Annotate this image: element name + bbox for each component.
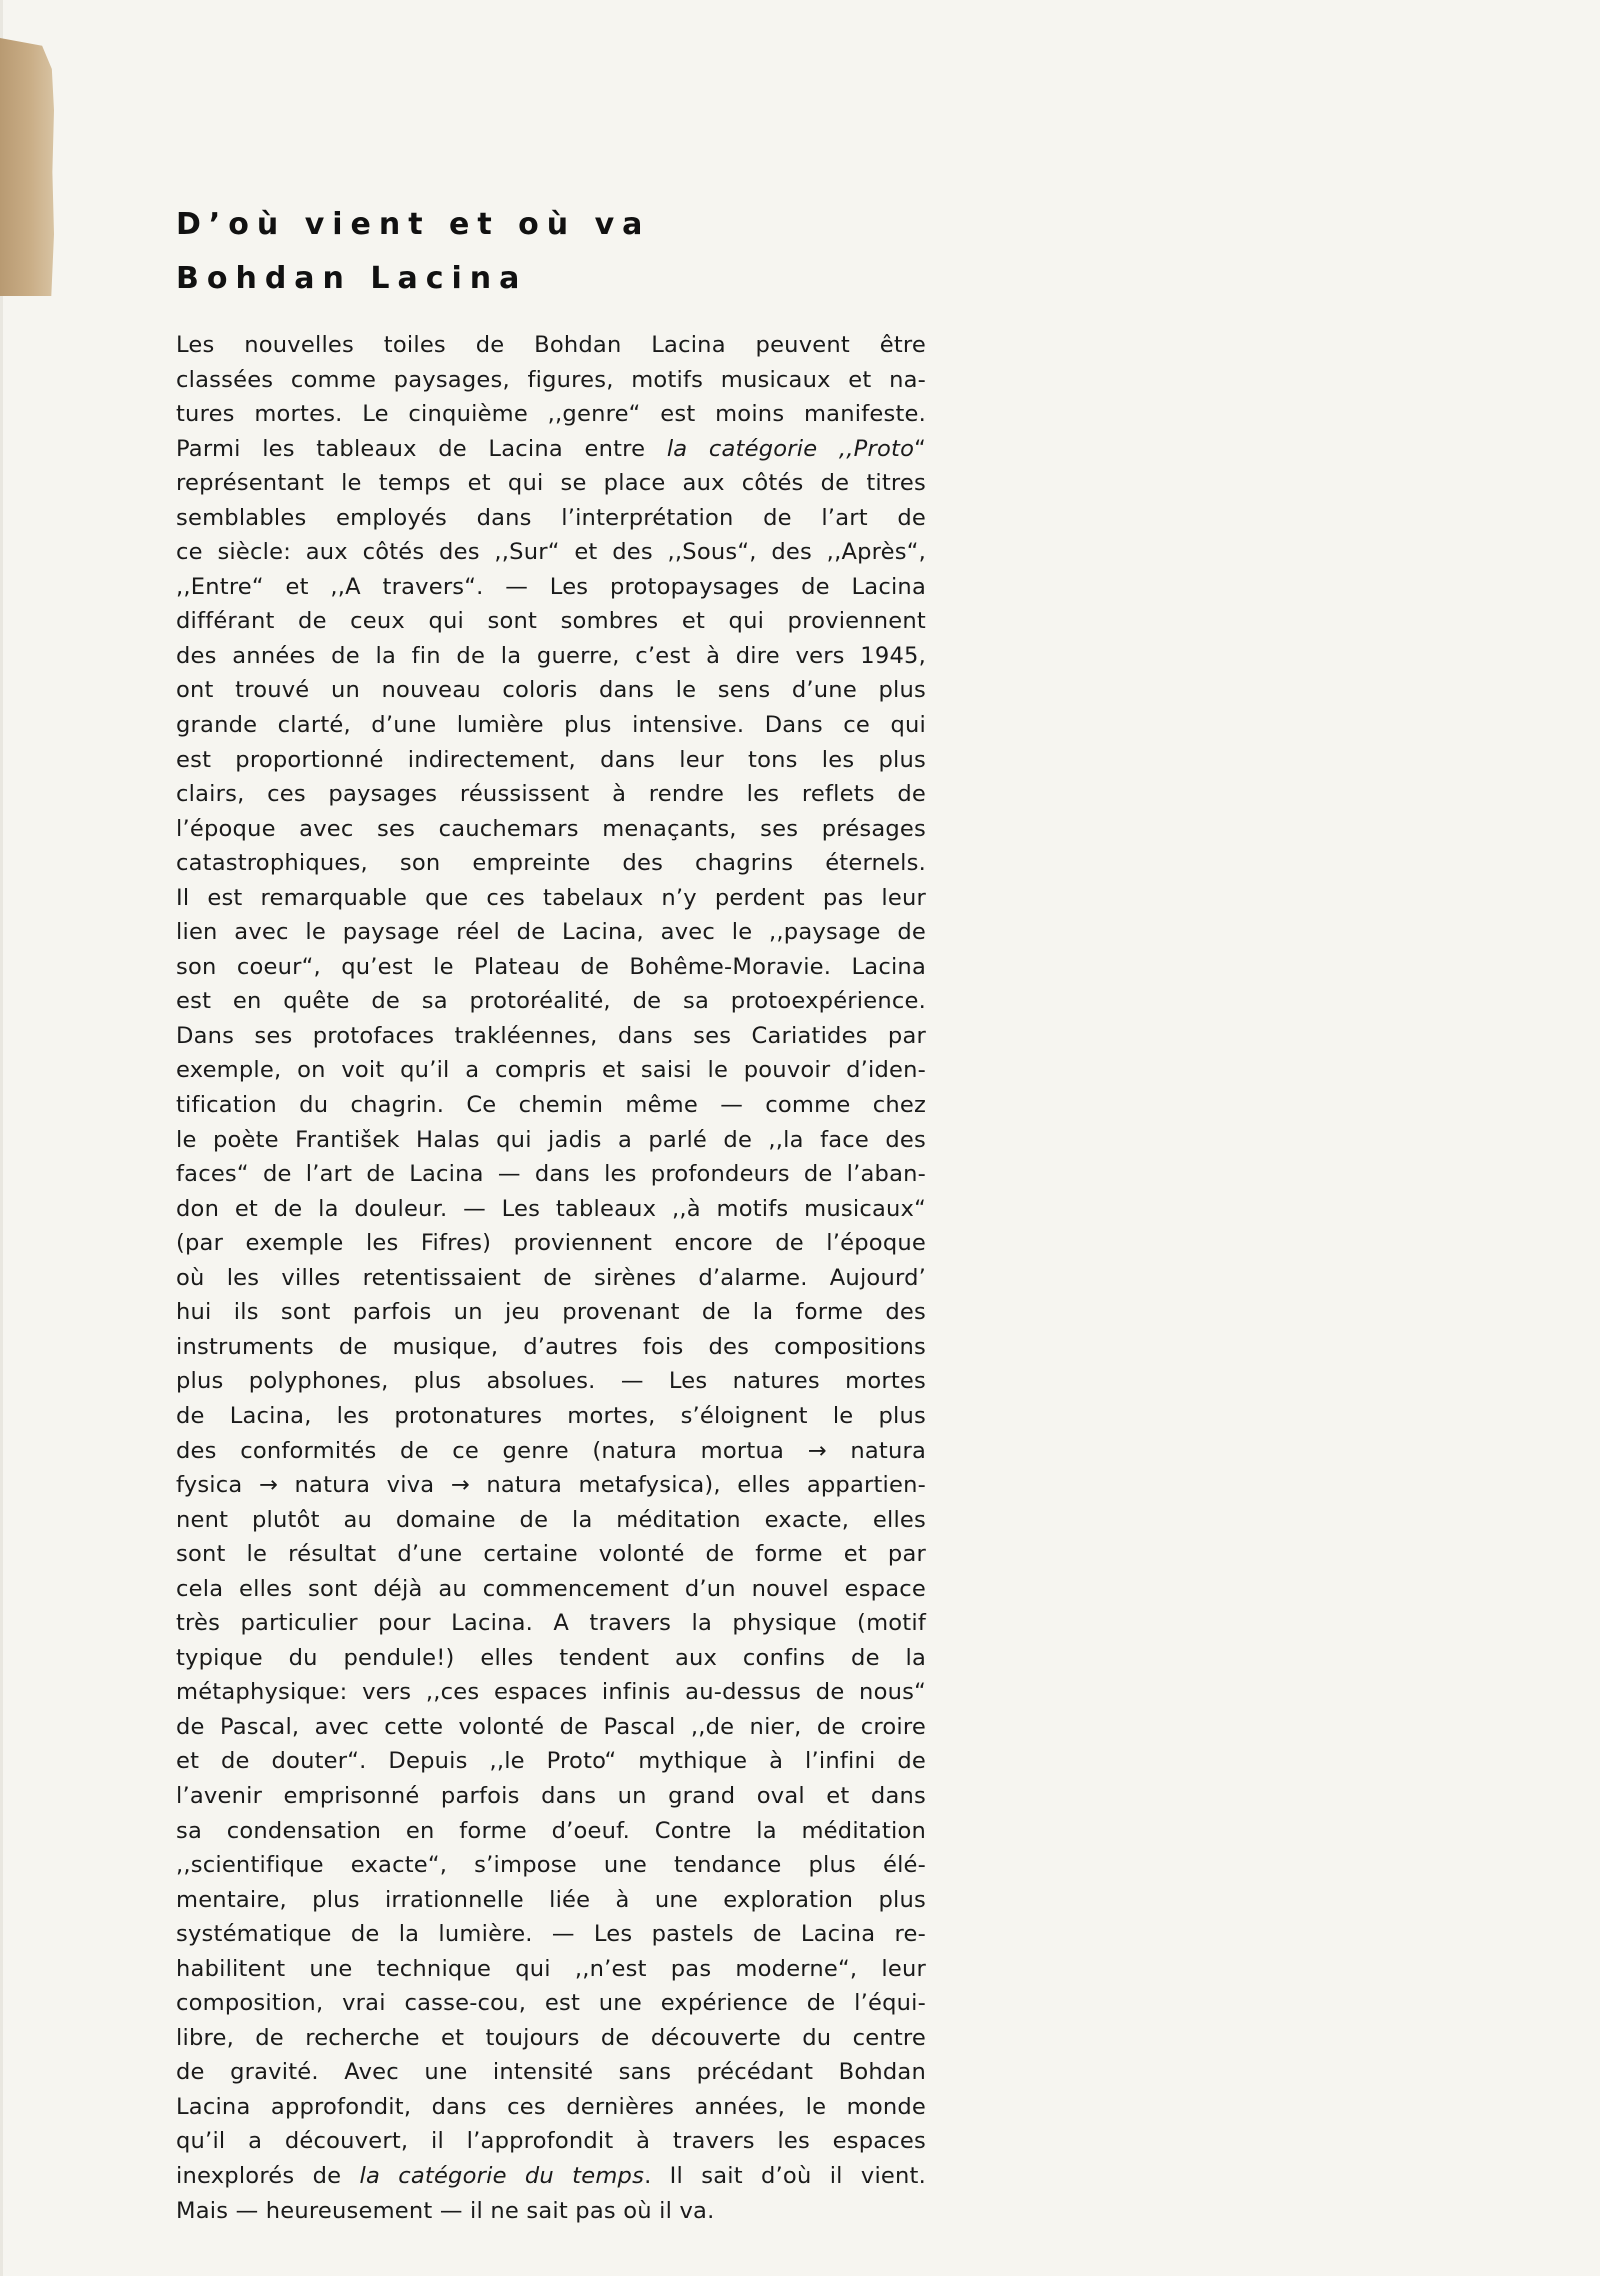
paragraph-line: libre, de recherche et toujours de découverte du centre — [176, 2024, 926, 2051]
paragraph-line: tification du chagrin. Ce chemin même — comme chez — [176, 1092, 926, 1119]
paragraph-line: clairs, ces paysages réussissent à rendre les reflets de — [176, 781, 926, 808]
paragraph-line: qu’il a découvert, il l’approfondit à travers les espaces — [176, 2128, 926, 2155]
paragraph-line: son coeur“, qu’est le Plateau de Bohême-Moravie. Lacina — [176, 953, 926, 980]
paragraph-line: habilitent une technique qui ,,n’est pas moderne“, leur — [176, 1955, 926, 1982]
paragraph-line: catastrophiques, son empreinte des chagrins éternels. — [176, 850, 926, 877]
paragraph-line: le poète František Halas qui jadis a parlé de ,,la face des — [176, 1126, 926, 1153]
paragraph-line: sa condensation en forme d’oeuf. Contre la méditation — [176, 1817, 926, 1844]
paragraph-line: l’avenir emprisonné parfois dans un grand oval et dans — [176, 1782, 926, 1809]
paragraph-line: nent plutôt au domaine de la méditation exacte, elles — [176, 1506, 926, 1533]
text-segment: . Il sait d’où il vient. — [644, 2162, 926, 2189]
paragraph-line: grande clarté, d’une lumière plus intensive. Dans ce qui — [176, 712, 926, 739]
paragraph-line: cela elles sont déjà au commencement d’un nouvel espace — [176, 1575, 926, 1602]
paragraph-line: différant de ceux qui sont sombres et qui proviennent — [176, 608, 926, 635]
paragraph-line: Les nouvelles toiles de Bohdan Lacina peuvent être — [176, 332, 926, 358]
article-title-line-1: D’où vient et où va — [176, 207, 651, 242]
article-body — [176, 328, 926, 2228]
paragraph-line: ,,scientifique exacte“, s’impose une tendance plus élé- — [176, 1852, 926, 1879]
paragraph-line: semblables employés dans l’interprétation de l’art de — [176, 504, 926, 531]
paragraph-line: sont le résultat d’une certaine volonté de forme et par — [176, 1541, 926, 1568]
adhesive-tape-strip — [0, 38, 54, 296]
paragraph-line: tures mortes. Le cinquième ,,genre“ est moins manifeste. — [176, 401, 926, 428]
paragraph-line: Mais — heureusement — il ne sait pas où il va. — [176, 2197, 715, 2224]
text-segment: Parmi les tableaux de Lacina entre — [176, 435, 667, 462]
text-segment: inexplorés de — [176, 2162, 360, 2189]
paragraph-line: des conformités de ce genre (natura mortua → natura — [176, 1437, 926, 1464]
paragraph-line: l’époque avec ses cauchemars menaçants, ses présages — [176, 815, 926, 842]
paragraph-line: mentaire, plus irrationnelle liée à une exploration plus — [176, 1886, 926, 1913]
paragraph-line: ,,Entre“ et ,,A travers“. — Les protopaysages de Lacina — [176, 573, 926, 600]
paragraph-line: de Lacina, les protonatures mortes, s’éloignent le plus — [176, 1402, 926, 1429]
paragraph-line: de gravité. Avec une intensité sans précédant Bohdan — [176, 2059, 926, 2086]
paragraph-line: Il est remarquable que ces tabelaux n’y perdent pas leur — [176, 884, 926, 911]
paragraph-line: (par exemple les Fifres) proviennent encore de l’époque — [176, 1230, 926, 1257]
paragraph-line: Lacina approfondit, dans ces dernières années, le monde — [176, 2093, 926, 2120]
paragraph-line: Dans ses protofaces trakléennes, dans ses Cariatides par — [176, 1022, 926, 1049]
article-title-line-2: Bohdan Lacina — [176, 261, 528, 296]
paragraph-line: ce siècle: aux côtés des ,,Sur“ et des ,,Sous“, des ,,Après“, — [176, 539, 926, 566]
italic-phrase: la catégorie ,,Proto — [666, 435, 915, 462]
paragraph-line: très particulier pour Lacina. A travers la physique (motif — [176, 1610, 926, 1637]
paragraph-line: don et de la douleur. — Les tableaux ,,à motifs musicaux“ — [176, 1195, 926, 1222]
paragraph-line: métaphysique: vers ,,ces espaces infinis au-dessus de nous“ — [176, 1679, 926, 1706]
paragraph-line: ont trouvé un nouveau coloris dans le sens d’une plus — [176, 677, 926, 704]
paragraph-line: fysica → natura viva → natura metafysica), elles appartien- — [176, 1472, 926, 1499]
paragraph-line: des années de la fin de la guerre, c’est à dire vers 1945, — [176, 642, 926, 669]
paragraph-line: exemple, on voit qu’il a compris et saisi le pouvoir d’iden- — [176, 1057, 926, 1084]
paragraph-line: est proportionné indirectement, dans leur tons les plus — [176, 746, 926, 773]
paragraph-line: lien avec le paysage réel de Lacina, avec le ,,paysage de — [176, 919, 926, 946]
paragraph-line: instruments de musique, d’autres fois des compositions — [176, 1333, 926, 1360]
paragraph-line: composition, vrai casse-cou, est une expérience de l’équi- — [176, 1990, 926, 2017]
paragraph-line: et de douter“. Depuis ,,le Proto“ mythique à l’infini de — [176, 1748, 926, 1775]
italic-phrase: la catégorie du temps — [359, 2162, 645, 2189]
paragraph-line: est en quête de sa protoréalité, de sa protoexpérience. — [176, 988, 926, 1015]
paragraph-line: plus polyphones, plus absolues. — Les natures mortes — [176, 1368, 926, 1395]
paragraph-line: faces“ de l’art de Lacina — dans les profondeurs de l’aban- — [176, 1161, 926, 1188]
paragraph-line — [176, 432, 926, 467]
paragraph-line: représentant le temps et qui se place aux côtés de titres — [176, 470, 926, 497]
paragraph-line — [176, 2159, 926, 2194]
article-title — [176, 198, 650, 306]
paragraph-line: où les villes retentissaient de sirènes d’alarme. Aujourd’ — [176, 1264, 926, 1291]
paragraph-line: de Pascal, avec cette volonté de Pascal ,,de nier, de croire — [176, 1713, 926, 1740]
paragraph-line: hui ils sont parfois un jeu provenant de la forme des — [176, 1299, 926, 1326]
paragraph-line: classées comme paysages, figures, motifs musicaux et na- — [176, 366, 926, 393]
paragraph-line: systématique de la lumière. — Les pastels de Lacina re- — [176, 1921, 926, 1948]
page-edge — [0, 0, 3, 2276]
text-segment: “ — [914, 435, 926, 462]
paragraph-line: typique du pendule!) elles tendent aux confins de la — [176, 1644, 926, 1671]
